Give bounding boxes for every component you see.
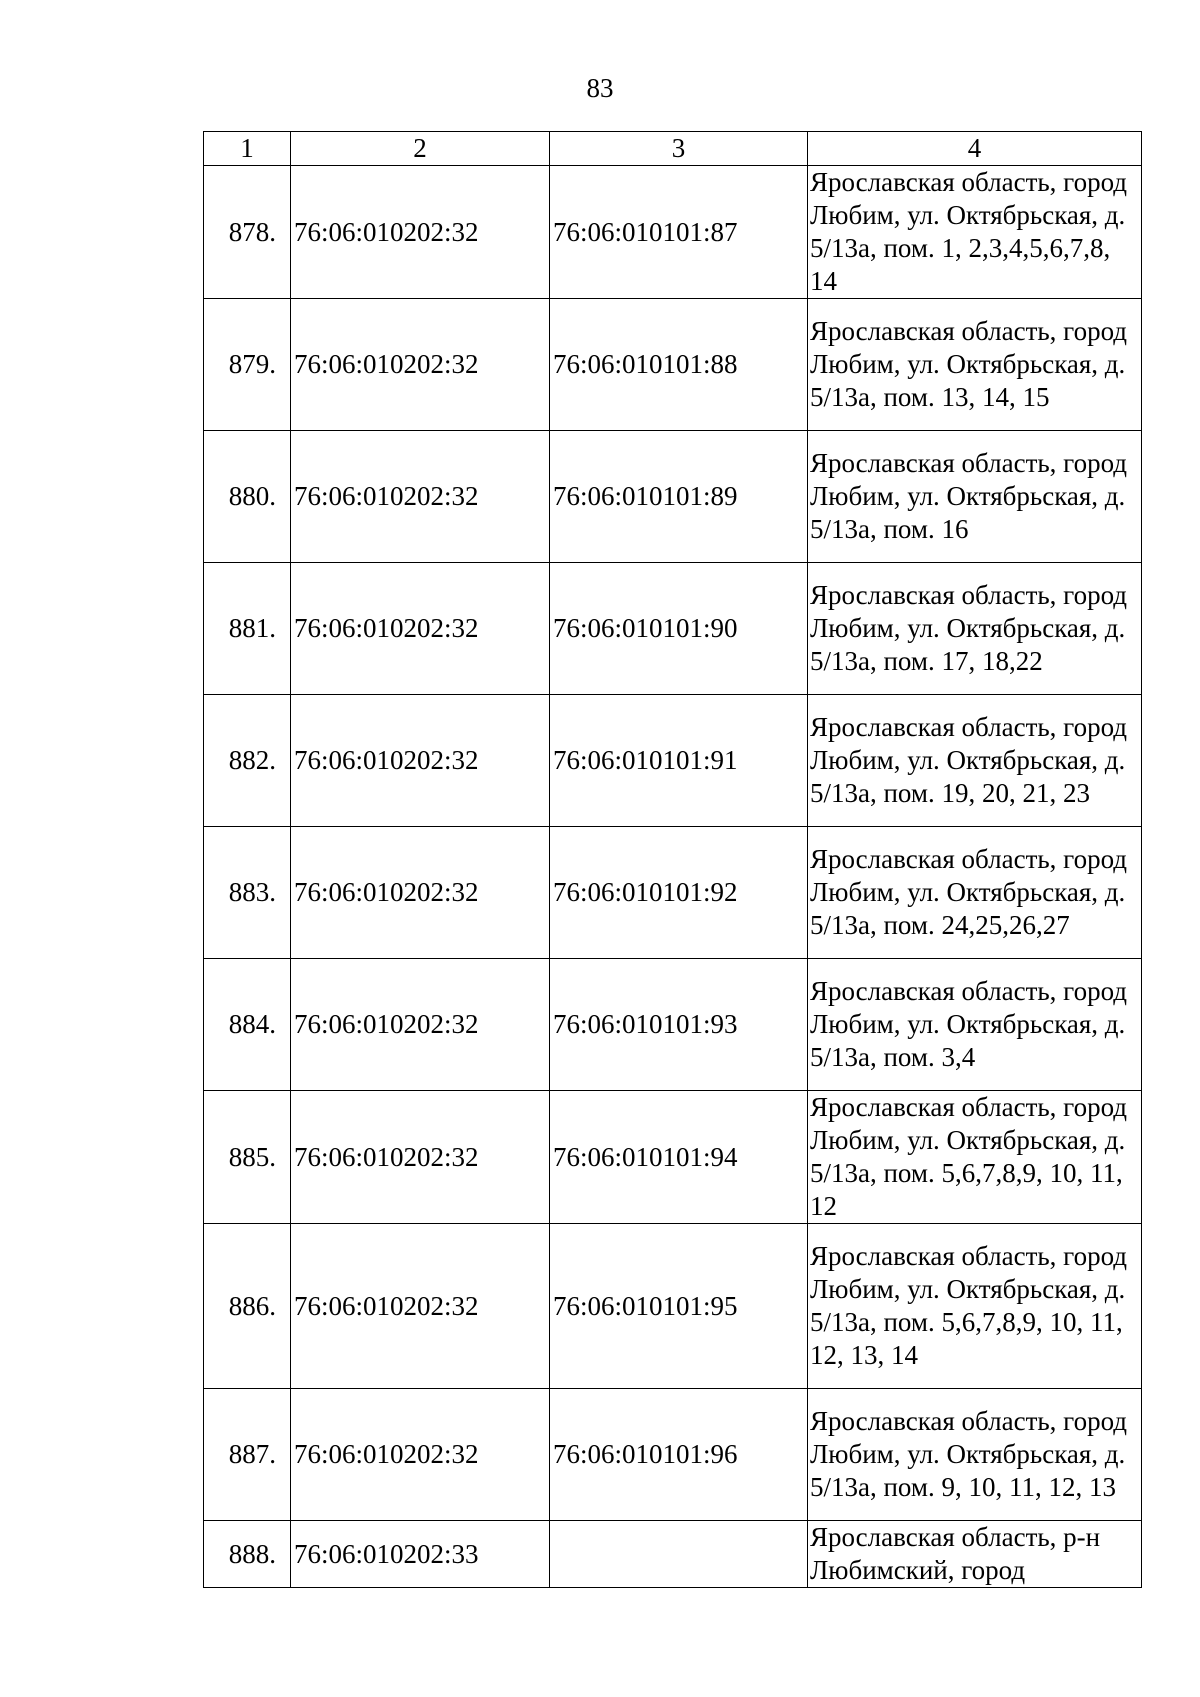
column-header-1: 1 [204,132,291,166]
column-header-2: 2 [291,132,550,166]
table-row [204,695,1142,827]
page-number: 83 [586,73,614,103]
table-row [204,166,1142,299]
cadastral-number-col2: 76:06:010202:33 [291,1521,550,1588]
cadastral-number-col3: 76:06:010101:93 [550,959,808,1091]
table-row [204,431,1142,563]
address-cell: Ярославская область, город Любим, ул. Октябрьская, д. 5/13а, пом. 5,6,7,8,9, 10, 11, 12 [808,1091,1142,1224]
cadastral-number-col2: 76:06:010202:32 [291,1389,550,1521]
cadastral-number-col3: 76:06:010101:89 [550,431,808,563]
table-row [204,1091,1142,1224]
cadastral-number-col2: 76:06:010202:32 [291,1224,550,1389]
row-number: 881. [204,563,291,695]
cadastral-number-col3: 76:06:010101:96 [550,1389,808,1521]
cadastral-number-col2: 76:06:010202:32 [291,563,550,695]
row-number: 886. [204,1224,291,1389]
cadastral-number-col2: 76:06:010202:32 [291,166,550,299]
row-number: 888. [204,1521,291,1588]
column-header-4: 4 [808,132,1142,166]
row-number: 883. [204,827,291,959]
address-cell: Ярославская область, город Любим, ул. Октябрьская, д. 5/13а, пом. 1, 2,3,4,5,6,7,8, 14 [808,166,1142,299]
address-cell: Ярославская область, город Любим, ул. Октябрьская, д. 5/13а, пом. 17, 18,22 [808,563,1142,695]
row-number: 887. [204,1389,291,1521]
table-row [204,563,1142,695]
column-header-3: 3 [550,132,808,166]
table-row [204,1389,1142,1521]
address-cell: Ярославская область, город Любим, ул. Октябрьская, д. 5/13а, пом. 16 [808,431,1142,563]
cadastral-number-col3: 76:06:010101:92 [550,827,808,959]
registry-table [203,131,1142,1588]
cadastral-number-col3: 76:06:010101:90 [550,563,808,695]
cadastral-number-col3: 76:06:010101:87 [550,166,808,299]
row-number: 884. [204,959,291,1091]
cadastral-number-col2: 76:06:010202:32 [291,1091,550,1224]
address-cell: Ярославская область, город Любим, ул. Октябрьская, д. 5/13а, пом. 13, 14, 15 [808,299,1142,431]
row-number: 878. [204,166,291,299]
row-number: 880. [204,431,291,563]
cadastral-number-col2: 76:06:010202:32 [291,299,550,431]
table-row [204,959,1142,1091]
cadastral-number-col2: 76:06:010202:32 [291,695,550,827]
row-number: 885. [204,1091,291,1224]
address-cell: Ярославская область, город Любим, ул. Октябрьская, д. 5/13а, пом. 9, 10, 11, 12, 13 [808,1389,1142,1521]
address-cell: Ярославская область, город Любим, ул. Октябрьская, д. 5/13а, пом. 5,6,7,8,9, 10, 11, 12, 13, 14 [808,1224,1142,1389]
address-cell: Ярославская область, город Любим, ул. Октябрьская, д. 5/13а, пом. 24,25,26,27 [808,827,1142,959]
row-number: 882. [204,695,291,827]
cadastral-number-col3: 76:06:010101:94 [550,1091,808,1224]
table-row [204,299,1142,431]
cadastral-number-col3: 76:06:010101:91 [550,695,808,827]
cadastral-number-col2: 76:06:010202:32 [291,959,550,1091]
cadastral-number-col2: 76:06:010202:32 [291,431,550,563]
address-cell: Ярославская область, город Любим, ул. Октябрьская, д. 5/13а, пом. 3,4 [808,959,1142,1091]
cadastral-number-col3 [550,1521,808,1588]
address-cell: Ярославская область, р-н Любимский, город [808,1521,1142,1588]
address-cell: Ярославская область, город Любим, ул. Октябрьская, д. 5/13а, пом. 19, 20, 21, 23 [808,695,1142,827]
table-header-row [204,132,1142,166]
table-row [204,827,1142,959]
cadastral-number-col3: 76:06:010101:88 [550,299,808,431]
cadastral-number-col3: 76:06:010101:95 [550,1224,808,1389]
cadastral-number-col2: 76:06:010202:32 [291,827,550,959]
row-number: 879. [204,299,291,431]
table-row [204,1224,1142,1389]
table-row [204,1521,1142,1588]
